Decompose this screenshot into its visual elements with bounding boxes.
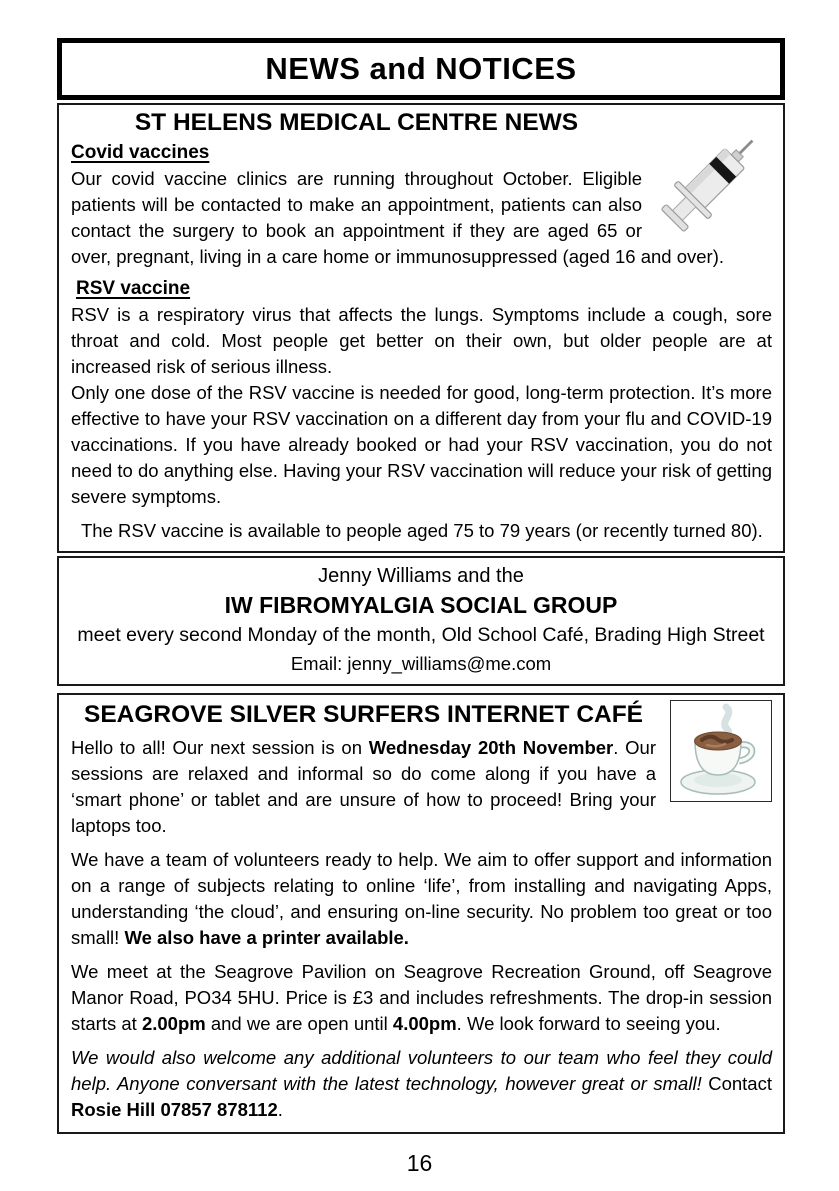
seagrove-paragraph-4 [71,1045,772,1123]
next-session-date: Wednesday 20th November [368,737,614,758]
para3-text-mid: and we are open until [205,1013,393,1034]
contact-name-number: Rosie Hill 07857 878112 [71,1099,278,1120]
coffee-cup-icon [670,700,772,802]
contact-label: Contact [708,1073,772,1094]
seagrove-paragraph-2 [71,847,772,951]
page-number: 16 [406,1150,433,1176]
para3-text-after: . We look forward to seeing you. [456,1013,721,1034]
st-helens-news-box [57,103,785,553]
fibromyalgia-intro: Jenny Williams and the [318,565,524,587]
rsv-paragraph-1: RSV is a respiratory virus that affects the lungs. Symptoms include a cough, sore throat and cold. Most people get better on their own, but older people are at increased risk of serious illness. [71,304,772,377]
covid-vaccines-paragraph: Our covid vaccine clinics are running throughout October. Eligible patients will be contacted to make an appointment, patients can also contact the surgery to book an appointment if they are aged 65 or over, pregnant, living in a care home or immunosuppressed (aged 16 and over). [71,168,725,267]
syringe-icon [654,120,772,240]
news-notices-banner [57,38,785,100]
para1-text-after: . Our sessions are relaxed and informal so do come along if you have a ‘smart phone’ or tablet and are unsure of how to proceed! Bring your laptops too. [71,737,656,836]
seagrove-cafe-box [57,693,785,1134]
session-start-time: 2.00pm [141,1013,206,1034]
seagrove-title: SEAGROVE SILVER SURFERS INTERNET CAFÉ [83,701,644,728]
rsv-paragraph-3: The RSV vaccine is available to people aged 75 to 79 years (or recently turned 80). [81,520,763,541]
printer-available-note: We also have a printer available. [124,927,409,948]
fibromyalgia-title: IW FIBROMYALGIA SOCIAL GROUP [224,592,618,618]
para2-text: We have a team of volunteers ready to help. We aim to offer support and information on a range of subjects relating to online ‘life’, from installing and navigating Apps, understanding ‘the cloud’, and ensuring on-line security. No problem too great or too small! [71,849,772,948]
fibromyalgia-email: Email: jenny_williams@me.com [290,653,552,674]
volunteers-appeal: We would also welcome any additional volunteers to our team who feel they could help. Anyone conversant with the latest technology, however great or small! [71,1047,772,1094]
fibromyalgia-meeting-line: meet every second Monday of the month, Old School Café, Brading High Street [77,624,765,646]
seagrove-paragraph-3 [71,959,772,1037]
seagrove-paragraph-1 [71,735,772,839]
session-end-time: 4.00pm [392,1013,457,1034]
banner-title: NEWS and NOTICES [265,51,577,86]
para3-text: We meet at the Seagrove Pavilion on Seagrove Recreation Ground, off Seagrove Manor Road, PO34 5HU. Price is £3 and includes refreshments. The drop-in session starts at [71,961,772,1034]
rsv-vaccine-heading: RSV vaccine [76,278,191,299]
contact-end: . [277,1099,283,1120]
rsv-paragraph-2: Only one dose of the RSV vaccine is needed for good, long-term protection. It’s more effective to have your RSV vaccination on a different day from your flu and COVID-19 vaccinations. If you have already booked or had your RSV vaccination, you do not need to do anything else. Having your RSV vaccination will reduce your risk of getting severe symptoms. [71,382,772,507]
para1-text: Hello to all! Our next session is on [71,737,369,758]
covid-vaccines-heading: Covid vaccines [71,142,210,163]
st-helens-title: ST HELENS MEDICAL CENTRE NEWS [134,109,579,136]
fibromyalgia-box [57,556,785,686]
